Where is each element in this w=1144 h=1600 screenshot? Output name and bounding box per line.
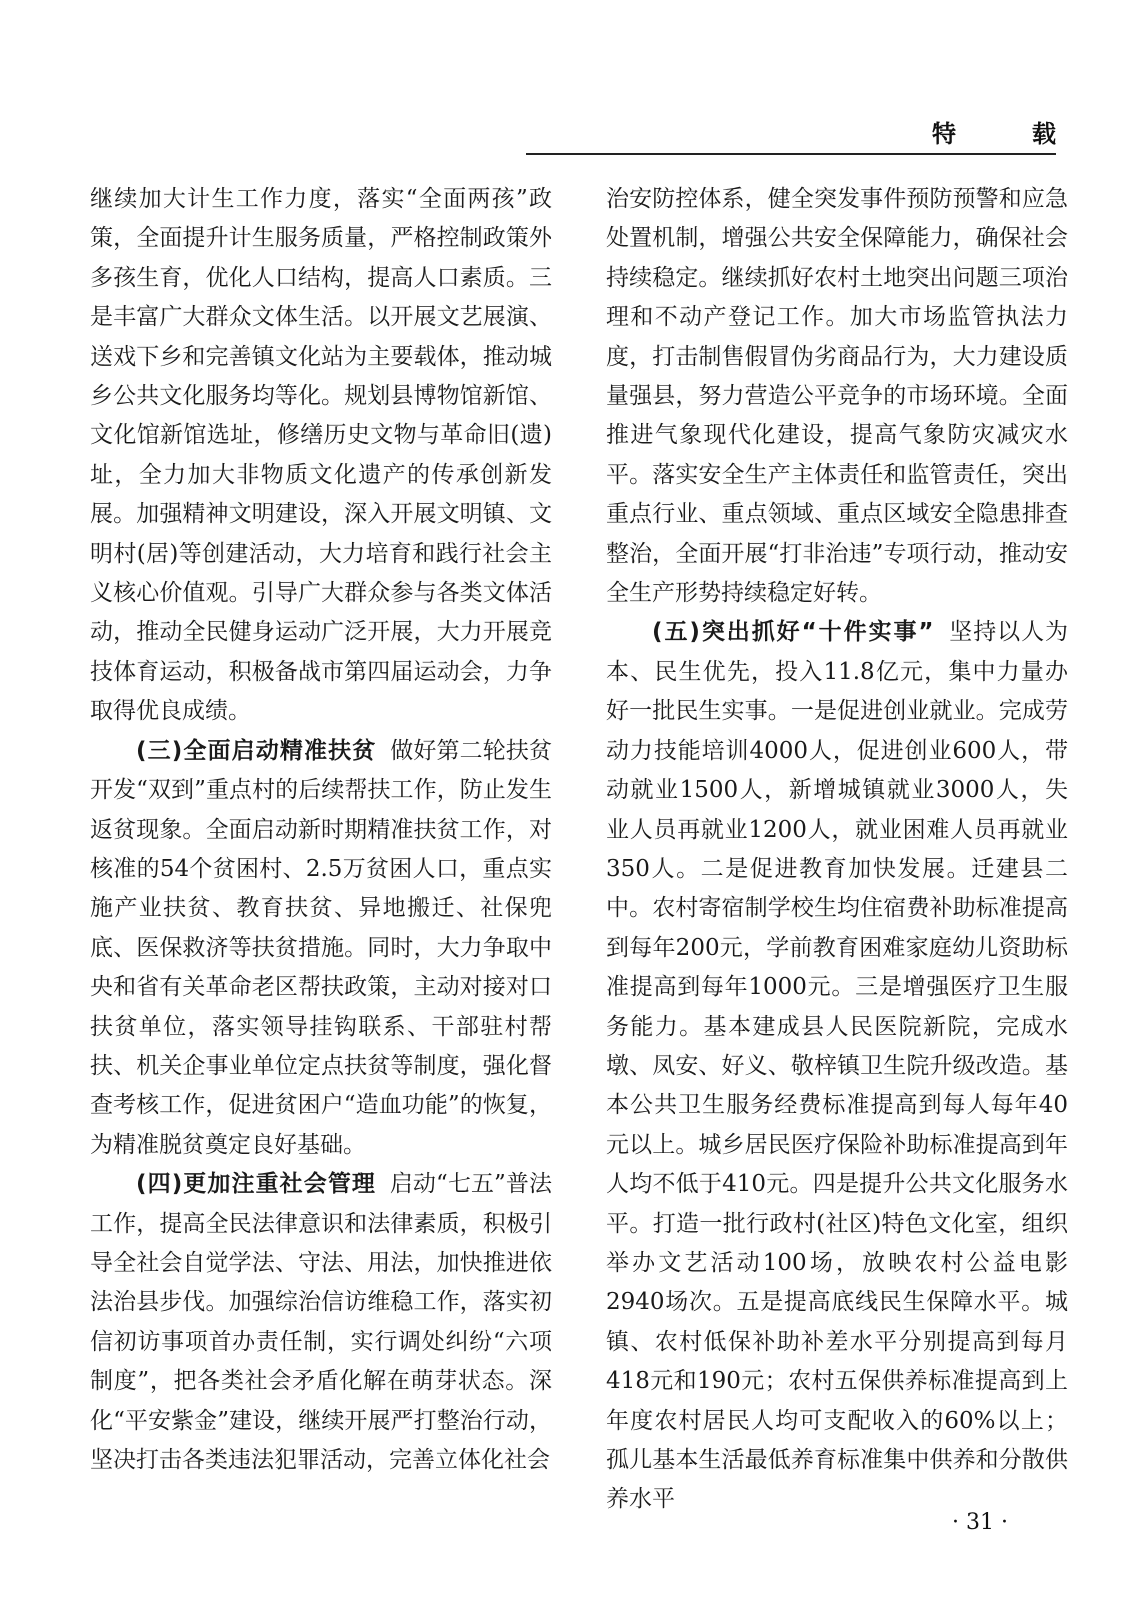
section-heading-four: (四)更加注重社会管理 [136, 1171, 377, 1198]
paragraph-body: 做好第二轮扶贫开发“双到”重点村的后续帮扶工作，防止发生返贫现象。全面启动新时期精准扶贫工作，对核准的54个贫困村、2.5万贫困人口，重点实施产业扶贫、教育扶贫、异地搬迁、社保兜底、医保救济等扶贫措施。同时，大力争取中央和省有关革命老区帮扶政策，主动对接对口扶贫单位，落实领导挂钩联系、干部驻村帮扶、机关企事业单位定点扶贫等制度，强化督查考核工作，促进贫困户“造血功能”的恢复，为精准脱贫奠定良好基础。 [90, 737, 553, 1158]
paragraph-body: 启动“七五”普法工作，提高全民法律意识和法律素质，积极引导全社会自觉学法、守法、用法，加快推进依法治县步伐。加强综治信访维稳工作，落实初信初访事项首办责任制，实行调处纠纷“六项制度”，把各类社会矛盾化解在萌芽状态。深化“平安紫金”建设，继续开展严打整治行动，坚决打击各类违法犯罪活动，完善立体化社会 [90, 1171, 552, 1473]
section-heading-three: (三)全面启动精准扶贫 [136, 737, 377, 764]
paragraph-body: 坚持以人为本、民生优先，投入11.8亿元，集中力量办好一批民生实事。一是促进创业就业。完成劳动力技能培训4000人，促进创业600人，带动就业1500人，新增城镇就业3000人，失业人员再就业1200人，就业困难人员再就业350人。二是促进教育加快发展。迁建县二中。农村寄宿制学校生均住宿费补助标准提高到每年200元，学前教育困难家庭幼儿资助标准提高到每年1000元。三是增强医疗卫生服务能力。基本建成县人民医院新院，完成水墩、凤安、好义、敬梓镇卫生院升级改造。基本公共卫生服务经费标准提高到每人每年40元以上。城乡居民医疗保险补助标准提高到年人均不低于410元。四是提升公共文化服务水平。打造一批行政村(社区)特色文化室，组织举办文艺活动100场，放映农村公益电影2940场次。五是提高底线民生保障水平。城镇、农村低保补助补差水平分别提高到每月418元和190元；农村五保供养标准提高到上年度农村居民人均可支配收入的60%以上；孤儿基本生活最低养育标准集中供养和分散供养水平 [606, 619, 1068, 1513]
paragraph-social-management [90, 1165, 552, 1480]
left-column [90, 180, 552, 1480]
paragraph-poverty-alleviation [90, 732, 552, 1165]
page-number: · 31 · [952, 1510, 1008, 1535]
paragraph-continued: 治安防控体系，健全突发事件预防预警和应急处置机制，增强公共安全保障能力，确保社会持续稳定。继续抓好农村土地突出问题三项治理和不动产登记工作。加大市场监管执法力度，打击制售假冒伪劣商品行为，大力建设质量强县，努力营造公平竞争的市场环境。全面推进气象现代化建设，提高气象防灾减灾水平。落实安全生产主体责任和监管责任，突出重点行业、重点领域、重点区域安全隐患排查整治，全面开展“打非治违”专项行动，推动安全生产形势持续稳定好转。 [606, 186, 1068, 607]
paragraph-continued: 继续加大计生工作力度，落实“全面两孩”政策，全面提升计生服务质量，严格控制政策外多孩生育，优化人口结构，提高人口素质。三是丰富广大群众文体生活。以开展文艺展演、送戏下乡和完善镇文化站为主要载体，推动城乡公共文化服务均等化。规划县博物馆新馆、文化馆新馆选址，修缮历史文物与革命旧(遗)址，全力加大非物质文化遗产的传承创新发展。加强精神文明建设，深入开展文明镇、文明村(居)等创建活动，大力培育和践行社会主义核心价值观。引导广大群众参与各类文体活动，推动全民健身运动广泛开展，大力开展竞技体育运动，积极备战市第四届运动会，力争取得优良成绩。 [90, 186, 552, 725]
right-column [606, 180, 1068, 1520]
paragraph-ten-practical-matters [606, 613, 1068, 1519]
section-heading-five: (五)突出抓好“十件实事” [652, 619, 935, 646]
section-header-label: 特 载 [932, 119, 1082, 148]
header-divider [526, 153, 1056, 155]
